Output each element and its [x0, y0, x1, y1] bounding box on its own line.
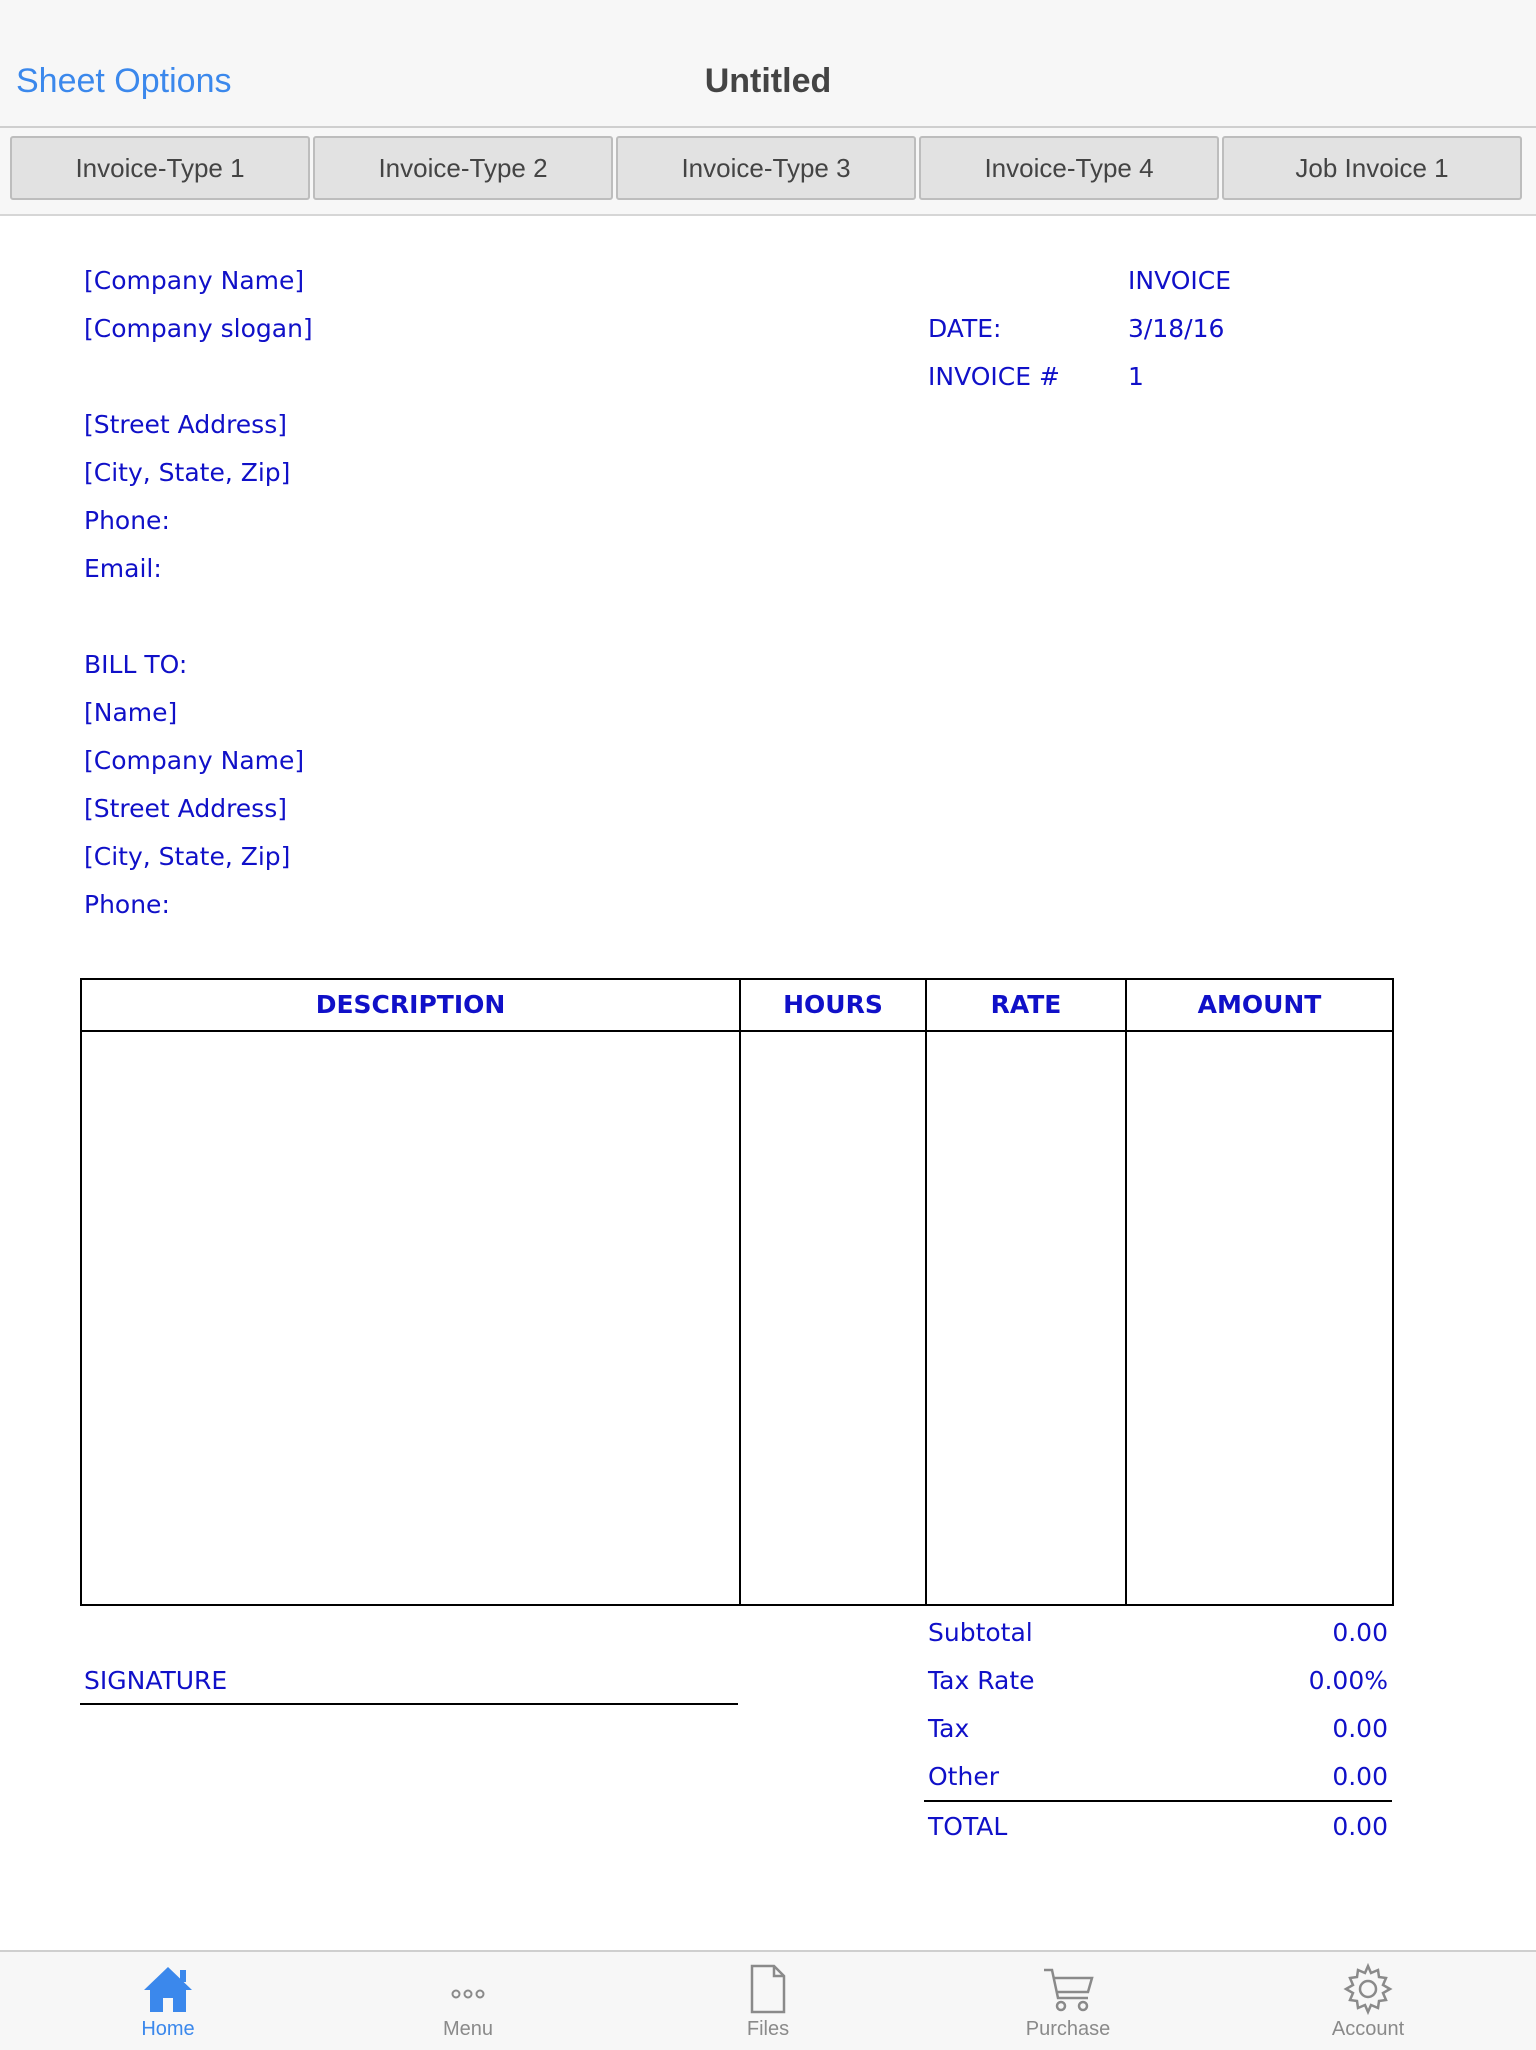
bill-to-name[interactable]: [Name] — [84, 698, 178, 727]
tab-invoice-type-1[interactable]: Invoice-Type 1 — [10, 136, 310, 200]
column-header-rate[interactable]: RATE — [990, 990, 1062, 1019]
total-value[interactable]: 0.00 — [1332, 1812, 1388, 1841]
toolbar-menu-button[interactable] — [378, 1952, 558, 2050]
bill-to-phone-label[interactable]: Phone: — [84, 890, 170, 919]
invoice-heading[interactable]: INVOICE — [1128, 266, 1232, 295]
column-divider — [925, 980, 927, 1604]
toolbar-menu-label: Menu — [442, 2018, 494, 2040]
company-name[interactable]: [Company Name] — [84, 266, 305, 295]
tab-invoice-type-3[interactable]: Invoice-Type 3 — [616, 136, 916, 200]
toolbar-purchase-button[interactable] — [978, 1952, 1158, 2050]
navigation-bar — [0, 0, 1536, 128]
total-label[interactable]: TOTAL — [928, 1812, 1008, 1841]
column-header-amount[interactable]: AMOUNT — [1197, 990, 1322, 1019]
other-value[interactable]: 0.00 — [1332, 1762, 1388, 1791]
signature-label[interactable]: SIGNATURE — [84, 1666, 228, 1695]
invoice-number-value[interactable]: 1 — [1128, 362, 1144, 391]
column-header-hours[interactable]: HOURS — [783, 990, 883, 1019]
more-icon — [438, 1962, 498, 2016]
toolbar-home-button[interactable] — [78, 1952, 258, 2050]
sheet-options-button[interactable]: Sheet Options — [16, 62, 232, 100]
cart-icon — [1038, 1962, 1098, 2016]
sheet-tab-bar — [0, 128, 1536, 216]
home-icon — [138, 1962, 198, 2016]
toolbar-home-label: Home — [141, 2018, 195, 2040]
company-phone-label[interactable]: Phone: — [84, 506, 170, 535]
company-email-label[interactable]: Email: — [84, 554, 162, 583]
document-title: Untitled — [704, 62, 832, 100]
line-items-table[interactable] — [80, 978, 1394, 1606]
bill-to-company[interactable]: [Company Name] — [84, 746, 305, 775]
column-divider — [1125, 980, 1127, 1604]
total-divider — [924, 1800, 1392, 1802]
company-street[interactable]: [Street Address] — [84, 410, 287, 439]
tab-job-invoice-1[interactable]: Job Invoice 1 — [1222, 136, 1522, 200]
tax-rate-value[interactable]: 0.00% — [1308, 1666, 1388, 1695]
bill-to-street[interactable]: [Street Address] — [84, 794, 287, 823]
subtotal-value[interactable]: 0.00 — [1332, 1618, 1388, 1647]
subtotal-label[interactable]: Subtotal — [928, 1618, 1033, 1647]
toolbar-account-button[interactable] — [1278, 1952, 1458, 2050]
signature-line — [80, 1703, 738, 1705]
other-label[interactable]: Other — [928, 1762, 999, 1791]
tax-rate-label[interactable]: Tax Rate — [928, 1666, 1035, 1695]
company-city[interactable]: [City, State, Zip] — [84, 458, 291, 487]
bill-to-label[interactable]: BILL TO: — [84, 650, 188, 679]
bill-to-city[interactable]: [City, State, Zip] — [84, 842, 291, 871]
toolbar-account-label: Account — [1331, 2018, 1405, 2040]
tab-invoice-type-4[interactable]: Invoice-Type 4 — [919, 136, 1219, 200]
table-header-divider — [82, 1030, 1392, 1032]
date-label[interactable]: DATE: — [928, 314, 1002, 343]
toolbar-purchase-label: Purchase — [1025, 2018, 1111, 2040]
file-icon — [738, 1962, 798, 2016]
gear-icon — [1338, 1962, 1398, 2016]
toolbar-files-label: Files — [746, 2018, 790, 2040]
toolbar-files-button[interactable] — [678, 1952, 858, 2050]
tax-label[interactable]: Tax — [928, 1714, 970, 1743]
invoice-number-label[interactable]: INVOICE # — [928, 362, 1060, 391]
bottom-toolbar — [0, 1950, 1536, 2050]
company-slogan[interactable]: [Company slogan] — [84, 314, 313, 343]
column-header-description[interactable]: DESCRIPTION — [315, 990, 506, 1019]
tax-value[interactable]: 0.00 — [1332, 1714, 1388, 1743]
column-divider — [739, 980, 741, 1604]
tab-invoice-type-2[interactable]: Invoice-Type 2 — [313, 136, 613, 200]
date-value[interactable]: 3/18/16 — [1128, 314, 1225, 343]
